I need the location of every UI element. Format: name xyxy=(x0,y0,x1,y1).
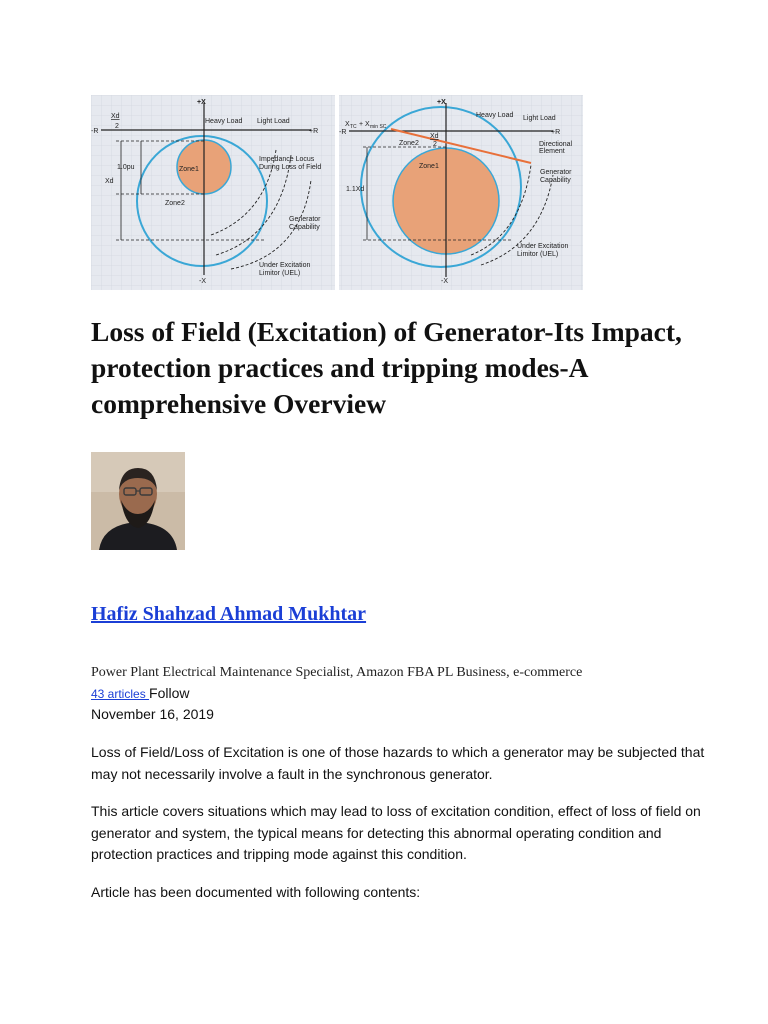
svg-text:TC: TC xyxy=(350,124,357,130)
svg-text:-R: -R xyxy=(91,128,99,135)
svg-text:Zone1: Zone1 xyxy=(419,163,439,170)
paragraph-contents-intro: Article has been documented with following contents: xyxy=(91,884,421,900)
svg-text:Zone2: Zone2 xyxy=(399,140,419,147)
svg-text:+R: +R xyxy=(309,128,319,135)
svg-text:Heavy Load: Heavy Load xyxy=(476,112,514,119)
svg-text:Limitor (UEL): Limitor (UEL) xyxy=(517,251,559,258)
svg-text:X: X xyxy=(345,121,350,128)
svg-text:Limitor (UEL): Limitor (UEL) xyxy=(259,270,301,277)
author-name-link[interactable]: Hafiz Shahzad Ahmad Mukhtar xyxy=(91,603,367,625)
svg-text:Generator: Generator xyxy=(540,169,572,176)
svg-text:+ X: + X xyxy=(359,121,370,128)
svg-text:Under Excitation: Under Excitation xyxy=(517,243,569,250)
svg-text:1.1Xd: 1.1Xd xyxy=(346,186,365,193)
svg-text:Zone2: Zone2 xyxy=(165,200,185,207)
author-meta xyxy=(91,685,190,701)
follow-button[interactable]: Follow xyxy=(149,685,190,701)
svg-text:Element: Element xyxy=(539,148,565,155)
svg-text:Impedance Locus: Impedance Locus xyxy=(259,156,315,163)
svg-text:Directional: Directional xyxy=(539,141,573,148)
svg-text:Under Excitation: Under Excitation xyxy=(259,262,311,269)
svg-text:Heavy Load: Heavy Load xyxy=(205,118,243,125)
paragraph-scope: This article covers situations which may lead to loss of excitation condition, effect of loss of field on generator and system, the typical means for detecting this abnormal operating condition and protection practices and tripping mode against this condition. xyxy=(91,803,701,862)
loss-of-field-diagrams xyxy=(91,95,583,290)
svg-text:Generator: Generator xyxy=(289,216,321,223)
article-title: Loss of Field (Excitation) of Generator-Its Impact, protection practices and tripping modes-A comprehensive Overview xyxy=(91,316,682,419)
svg-text:2: 2 xyxy=(115,123,119,130)
publish-date: November 16, 2019 xyxy=(91,706,214,722)
svg-text:min SC: min SC xyxy=(370,124,387,130)
svg-text:+R: +R xyxy=(551,129,561,136)
svg-text:Light Load: Light Load xyxy=(257,118,290,125)
author-name xyxy=(91,603,366,626)
svg-text:+X: +X xyxy=(197,99,206,106)
author-avatar[interactable] xyxy=(91,452,185,550)
header-figure xyxy=(91,95,583,290)
articles-count-link[interactable]: 43 articles xyxy=(91,687,150,701)
svg-text:-X: -X xyxy=(199,278,206,285)
svg-text:Xd: Xd xyxy=(430,133,439,140)
svg-text:Capability: Capability xyxy=(540,177,571,184)
svg-text:2: 2 xyxy=(433,141,437,148)
svg-text:+X: +X xyxy=(437,99,446,106)
svg-text:Xd: Xd xyxy=(111,113,120,120)
svg-text:Xd: Xd xyxy=(105,178,114,185)
svg-text:-X: -X xyxy=(441,278,448,285)
svg-text:1.0pu: 1.0pu xyxy=(117,164,135,171)
svg-text:Capability: Capability xyxy=(289,224,320,231)
author-photo xyxy=(91,452,185,550)
svg-text:Light Load: Light Load xyxy=(523,115,556,122)
author-headline: Power Plant Electrical Maintenance Specialist, Amazon FBA PL Business, e-commerce xyxy=(91,665,583,680)
svg-text:-R: -R xyxy=(339,129,347,136)
paragraph-intro: Loss of Field/Loss of Excitation is one of those hazards to which a generator may be subjected that may not necessarily involve a fault in the synchronous generator. xyxy=(91,744,705,782)
svg-text:Zone1: Zone1 xyxy=(179,166,199,173)
svg-text:During Loss of Field: During Loss of Field xyxy=(259,164,322,171)
